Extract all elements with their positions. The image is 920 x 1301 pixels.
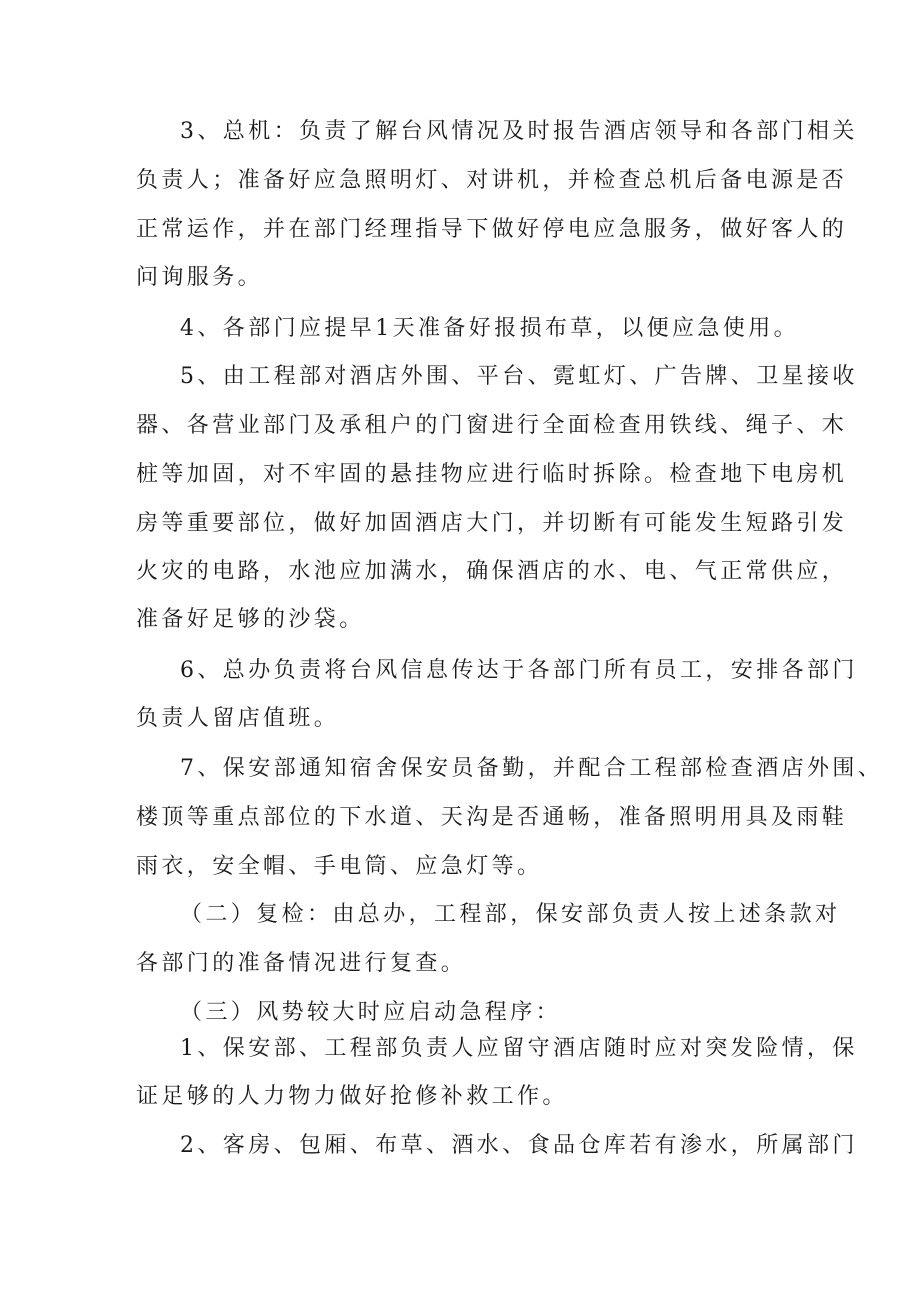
- text-line: 器、各营业部门及承租户的门窗进行全面检查用铁线、绳子、木: [136, 413, 848, 438]
- text-line: 问询服务。: [136, 265, 264, 290]
- text-line: 1、保安部、工程部负责人应留守酒店随时应对突发险情，保: [180, 1036, 858, 1061]
- text-line: 4、各部门应提早1天准备好报损布草，以便应急使用。: [180, 316, 799, 341]
- text-line: 证足够的人力物力做好抢修补救工作。: [136, 1084, 568, 1109]
- text-line: 5、由工程部对酒店外围、平台、霓虹灯、广告牌、卫星接收: [180, 364, 858, 389]
- section-heading: （三）风势较大时应启动急程序：: [180, 1000, 562, 1025]
- text-line: 桩等加固，对不牢固的悬挂物应进行临时拆除。检查地下电房机: [136, 462, 848, 487]
- text-line: 2、客房、包厢、布草、酒水、食品仓库若有渗水，所属部门: [180, 1133, 858, 1158]
- text-line: 负责人；准备好应急照明灯、对讲机，并检查总机后备电源是否: [136, 168, 848, 193]
- text-line: 楼顶等重点部位的下水道、天沟是否通畅，准备照明用具及雨鞋: [136, 805, 848, 830]
- text-line: 3、总机：负责了解台风情况及时报告酒店领导和各部门相关: [180, 119, 858, 144]
- text-line: 7、保安部通知宿舍保安员备勤，并配合工程部检查酒店外围、: [180, 756, 884, 781]
- text-line: 准备好足够的沙袋。: [136, 607, 365, 632]
- text-line: 负责人留店值班。: [136, 706, 340, 731]
- text-line: 雨衣，安全帽、手电筒、应急灯等。: [136, 854, 543, 879]
- text-line: （二）复检：由总办，工程部，保安部负责人按上述条款对: [180, 902, 841, 927]
- text-line: 各部门的准备情况进行复查。: [136, 951, 467, 976]
- text-line: 房等重要部位，做好加固酒店大门，并切断有可能发生短路引发: [136, 511, 848, 536]
- text-line: 火灾的电路，水池应加满水，确保酒店的水、电、气正常供应，: [136, 559, 848, 584]
- text-line: 正常运作，并在部门经理指导下做好停电应急服务，做好客人的: [136, 217, 848, 242]
- text-line: 6、总办负责将台风信息传达于各部门所有员工，安排各部门: [180, 658, 858, 683]
